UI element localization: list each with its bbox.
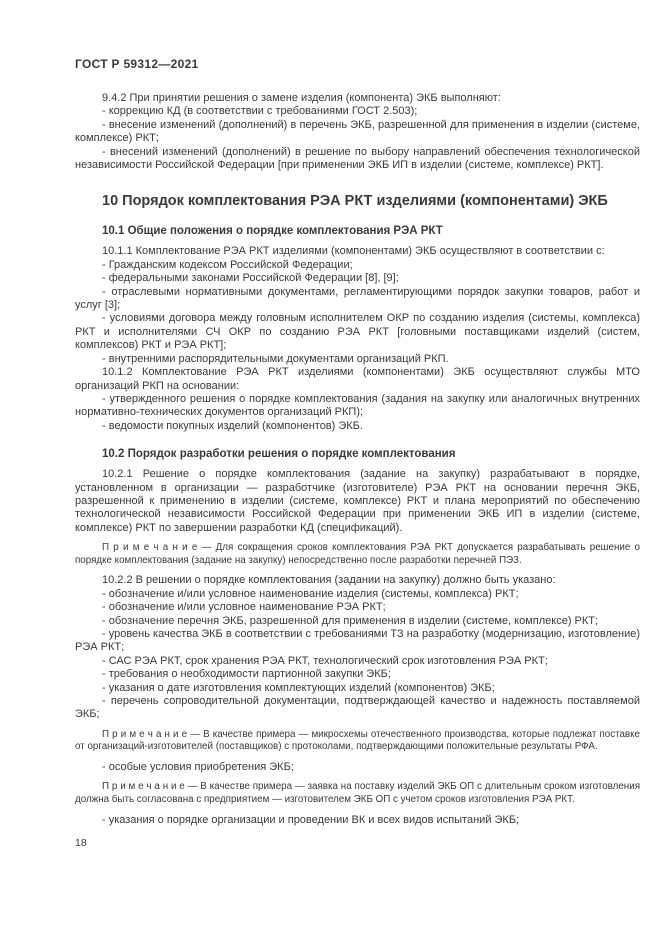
- list-item: - внесений изменений (дополнений) в решение по выбору направлений обеспечения технологической независимости Российской Федерации [при применении ЭКБ ИП в изделии (системе, комплексе) РКТ].: [75, 145, 640, 172]
- note: П р и м е ч а н и е — Для сокращения сроков комплектования РЭА РКТ допускается разрабатывать решение о порядке комплектования (задание на закупку) непосредственно после разработки перечней ПЭЗ.: [75, 542, 640, 566]
- list-item: - обозначение перечня ЭКБ, разрешенной для применения в изделии (системе, комплексе) РКТ;: [102, 614, 599, 627]
- list-item: - внутренними распорядительными документами организаций РКП.: [102, 352, 449, 365]
- list-item: - коррекцию КД (в соответствии с требованиями ГОСТ 2.503);: [102, 105, 418, 118]
- list-item: - обозначение и/или условное наименование РЭА РКТ;: [102, 601, 386, 614]
- list-item: - обозначение и/или условное наименование изделия (системы, комплекса) РКТ;: [102, 587, 519, 600]
- paragraph: 10.1.2 Комплектование РЭА РКТ изделиями (компонентами) ЭКБ осуществляют службы МТО организаций РКП на основании:: [75, 366, 640, 392]
- list-item: - уровень качества ЭКБ в соответствии с требованиями ТЗ на разработку (модернизацию, изготовление) РЭА РКТ;: [75, 627, 640, 654]
- list-item: - ведомости покупных изделий (компонентов) ЭКБ.: [102, 419, 363, 432]
- list-item: - отраслевыми нормативными документами, регламентирующими порядок закупки товаров, работ и услуг [3];: [75, 285, 640, 312]
- paragraph: 10.1.1 Комплектование РЭА РКТ изделиями (компонентами) ЭКБ осуществляют в соответствии с:: [102, 245, 605, 258]
- page-number: 18: [75, 837, 87, 849]
- list-item: - Гражданским кодексом Российской Федерации;: [102, 258, 353, 271]
- list-item: - указания о дате изготовления комплектующих изделий (компонентов) ЭКБ;: [102, 681, 495, 694]
- subsection-heading: 10.2 Порядок разработки решения о порядке комплектования: [102, 448, 456, 461]
- list-item: - указания о порядке организации и проведении ВК и всех видов испытаний ЭКБ;: [102, 813, 520, 826]
- note: П р и м е ч а н и е — В качестве примера — заявка на поставку изделий ЭКБ ОП с длительным сроком изготовления должна быть согласована с предприятием — изготовителем ЭКБ ОП с учетом сроков изготовления РЭА РКТ.: [75, 781, 640, 805]
- paragraph: 10.2.1 Решение о порядке комплектования (задание на закупку) разрабатывают в порядке, установленном в организации — разработчике (изготовителе) РЭА РКТ на основании перечня ЭКБ, разрешенной к применению в изделии (системе, комплексе) РКТ и плана мероприятий по обеспечению технологической независимости Российской Федерации при применении ЭКБ ИП в изделии (системе, комплексе) РКТ по завершении разработки КД (спецификаций).: [75, 468, 640, 534]
- standard-number-header: ГОСТ Р 59312—2021: [75, 57, 199, 71]
- list-item: - утвержденного решения о порядке комплектования (задания на закупку или аналогичных внутренних нормативно-технических документов организаций РКП);: [75, 392, 640, 419]
- list-item: - внесение изменений (дополнений) в перечень ЭКБ, разрешенной для применения в изделии (системе, комплексе) РКТ;: [75, 118, 640, 145]
- list-item: - федеральными законами Российской Федерации [8], [9];: [102, 272, 399, 285]
- paragraph: 10.2.2 В решении о порядке комплектования (задании на закупку) должно быть указано:: [102, 574, 556, 587]
- section-heading: 10 Порядок комплектования РЭА РКТ изделиями (компонентами) ЭКБ: [102, 193, 608, 210]
- list-item: - САС РЭА РКТ, срок хранения РЭА РКТ, технологический срок изготовления РЭА РКТ;: [102, 654, 548, 667]
- list-item: - требования о необходимости партионной закупки ЭКБ;: [102, 668, 391, 681]
- subsection-heading: 10.1 Общие положения о порядке комплектования РЭА РКТ: [102, 225, 443, 238]
- paragraph: 9.4.2 При принятии решения о замене изделия (компонента) ЭКБ выполняют:: [102, 92, 501, 104]
- list-item: - особые условия приобретения ЭКБ;: [102, 761, 294, 773]
- list-item: - перечень сопроводительной документации, подтверждающей качество и надежность поставляемой ЭКБ;: [75, 695, 640, 721]
- list-item: - условиями договора между головным исполнителем ОКР по созданию изделия (системы, комплекса) РКТ и исполнителями СЧ ОКР по созданию РЭА РКТ [головными поставщиками изделий (систем, комплексов) РКТ и РЭА РКТ];: [75, 312, 640, 352]
- note: П р и м е ч а н и е — В качестве примера — микросхемы отечественного производства, которые подлежат поставке от организаций-изготовителей (поставщиков) с протоколами, подтверждающими положительные результаты РФА.: [75, 728, 640, 753]
